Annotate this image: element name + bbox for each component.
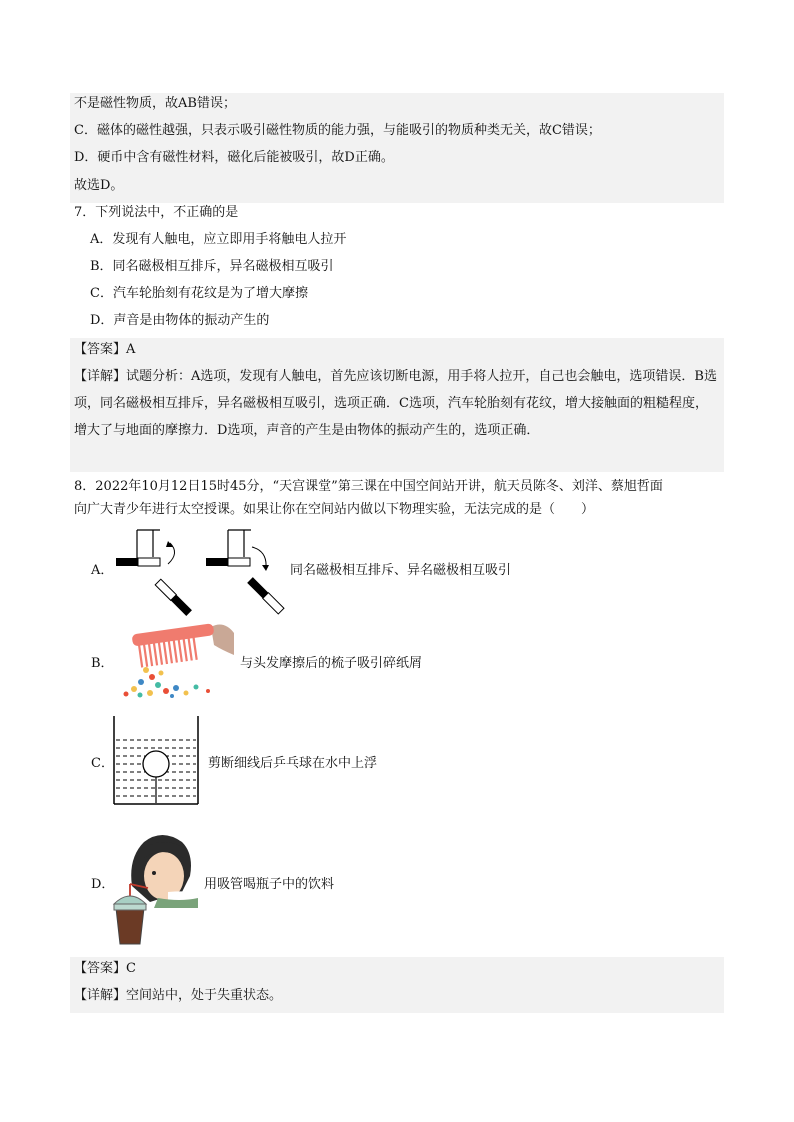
q8-answer: 【答案】C: [74, 961, 136, 976]
prev-answer-line-4: 故选D。: [74, 178, 124, 193]
q7-option-d: D．声音是由物体的振动产生的: [90, 313, 270, 328]
q8-option-c-letter: C．: [91, 756, 114, 771]
q8-option-a-caption: 同名磁极相互排斥、异名磁极相互吸引: [290, 563, 512, 578]
prev-answer-line-2: C．磁体的磁性越强，只表示吸引磁性物质的能力强，与能吸引的物质种类无关，故C错误；: [74, 123, 601, 138]
q7-option-a: A．发现有人触电，应立即用手将触电人拉开: [90, 232, 347, 247]
q7-detail: 【详解】试题分析：A选项，发现有人触电，首先应该切断电源，用手将人拉开，自己也会触电，选项错误．B选项，同名磁极相互排斥，异名磁极相互吸引，选项正确．C选项，汽车轮胎刻有花纹，增大接触面的粗糙程度，增大了与地面的摩擦力．D选项，声音的产生是由物体的振动产生的，选项正确．: [74, 369, 717, 438]
prev-answer-line-1: 不是磁性物质，故AB错误；: [74, 96, 236, 111]
q7-option-c: C．汽车轮胎刻有花纹是为了增大摩擦: [90, 286, 308, 301]
q7-option-b: B．同名磁极相互排斥，异名磁极相互吸引: [90, 259, 334, 274]
comb-icon: [116, 615, 236, 700]
q8-option-d-letter: D．: [91, 877, 115, 892]
q8-detail: 【详解】空间站中，处于失重状态。: [74, 988, 283, 1003]
q8-option-b-caption: 与头发摩擦后的梳子吸引碎纸屑: [240, 656, 423, 671]
q7-answer: 【答案】A: [74, 342, 136, 357]
q8-stem-line-1: 8．2022年10月12日15时45分，“天宫课堂”第三课在中国空间站开讲，航天员陈冬、刘洋、蔡旭哲面: [74, 479, 663, 494]
magnet-diagram-icon: [110, 525, 290, 615]
q8-option-b-letter: B．: [91, 656, 114, 671]
q7-stem: 7．下列说法中，不正确的是: [74, 205, 239, 220]
boy-drinking-icon: [110, 818, 200, 948]
q8-stem-line-2: 向广大青少年进行太空授课。如果让你在空间站内做以下物理实验，无法完成的是（ ）: [74, 502, 595, 517]
q8-option-d-caption: 用吸管喝瓶子中的饮料: [204, 877, 335, 892]
prev-answer-line-3: D．硬币中含有磁性材料，磁化后能被吸引，故D正确。: [74, 150, 394, 165]
q8-option-a-letter: A．: [91, 563, 114, 578]
water-tank-ball-icon: [112, 714, 202, 806]
q8-option-c-caption: 剪断细线后乒乓球在水中上浮: [208, 756, 378, 771]
